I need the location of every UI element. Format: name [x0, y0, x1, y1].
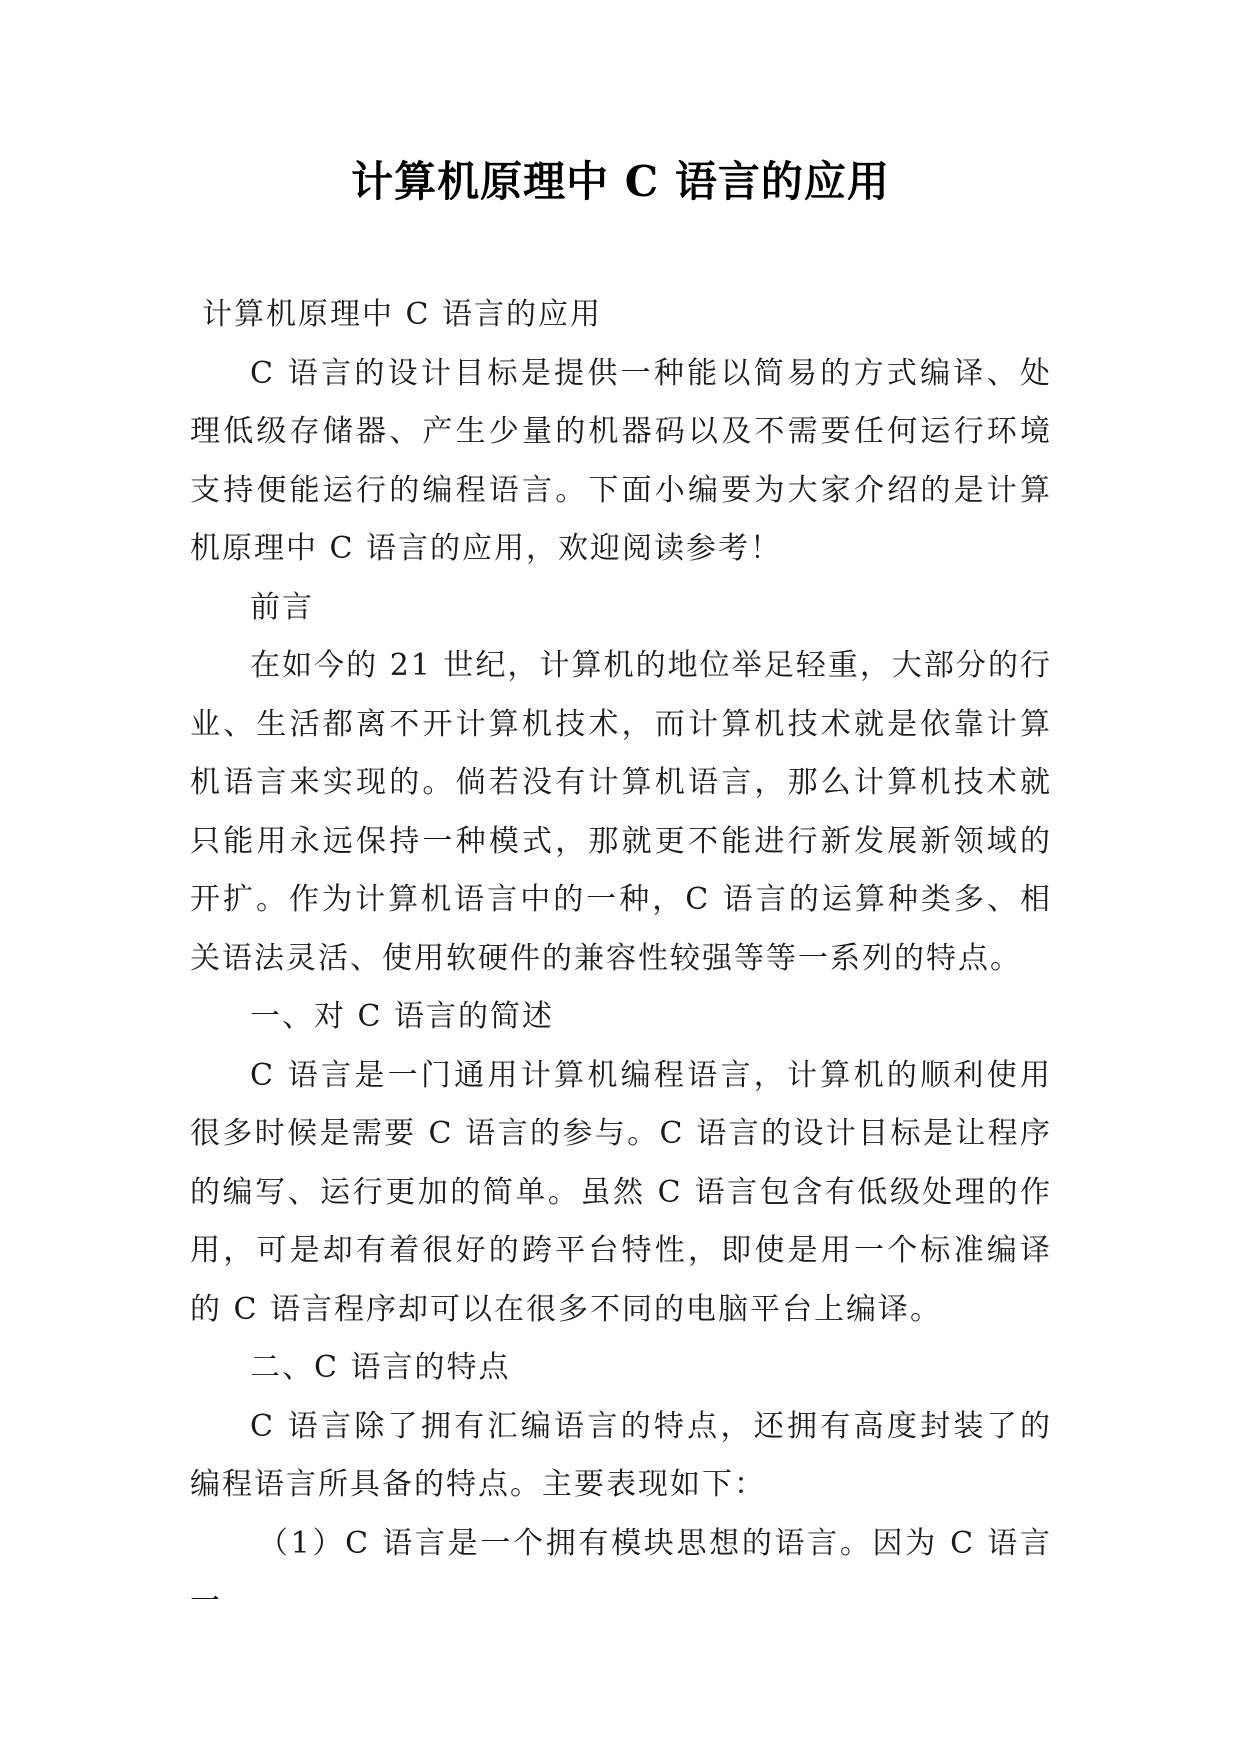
- list-item-1: （1）C 语言是一个拥有模块思想的语言。因为 C 语言一: [190, 1525, 1052, 1619]
- section1-heading: 一、对 C 语言的简述: [250, 999, 555, 1034]
- intro-paragraph: C 语言的设计目标是提供一种能以简易的方式编译、处理低级存储器、产生少量的机器码以及不需要任何运行环境支持便能运行的编程语言。下面小编要为大家介绍的是计算机原理中 C 语言的应用，欢迎阅读参考！: [190, 355, 1052, 566]
- section1-paragraph: C 语言是一门通用计算机编程语言，计算机的顺利使用很多时候是需要 C 语言的参与。C 语言的设计目标是让程序的编写、运行更加的简单。虽然 C 语言包含有低级处理的作用，可是却有着很好的跨平台特性，即使是用一个标准编译的 C 语言程序却可以在很多不同的电脑平台上编译。: [190, 1057, 1052, 1327]
- document-title: 计算机原理中 C 语言的应用: [351, 157, 890, 206]
- section2-heading: 二、C 语言的特点: [250, 1350, 511, 1385]
- document-body: [190, 286, 1052, 1632]
- section2-paragraph: C 语言除了拥有汇编语言的特点，还拥有高度封装了的编程语言所具备的特点。主要表现如下：: [190, 1408, 1052, 1502]
- subtitle-paragraph: 计算机原理中 C 语言的应用: [202, 297, 603, 332]
- preface-paragraph: 在如今的 21 世纪，计算机的地位举足轻重，大部分的行业、生活都离不开计算机技术，而计算机技术就是依靠计算机语言来实现的。倘若没有计算机语言，那么计算机技术就只能用永远保持一种模式，那就更不能进行新发展新领域的开扩。作为计算机语言中的一种，C 语言的运算种类多、相关语法灵活、使用软硬件的兼容性较强等等一系列的特点。: [190, 648, 1052, 976]
- preface-heading: 前言: [250, 589, 314, 625]
